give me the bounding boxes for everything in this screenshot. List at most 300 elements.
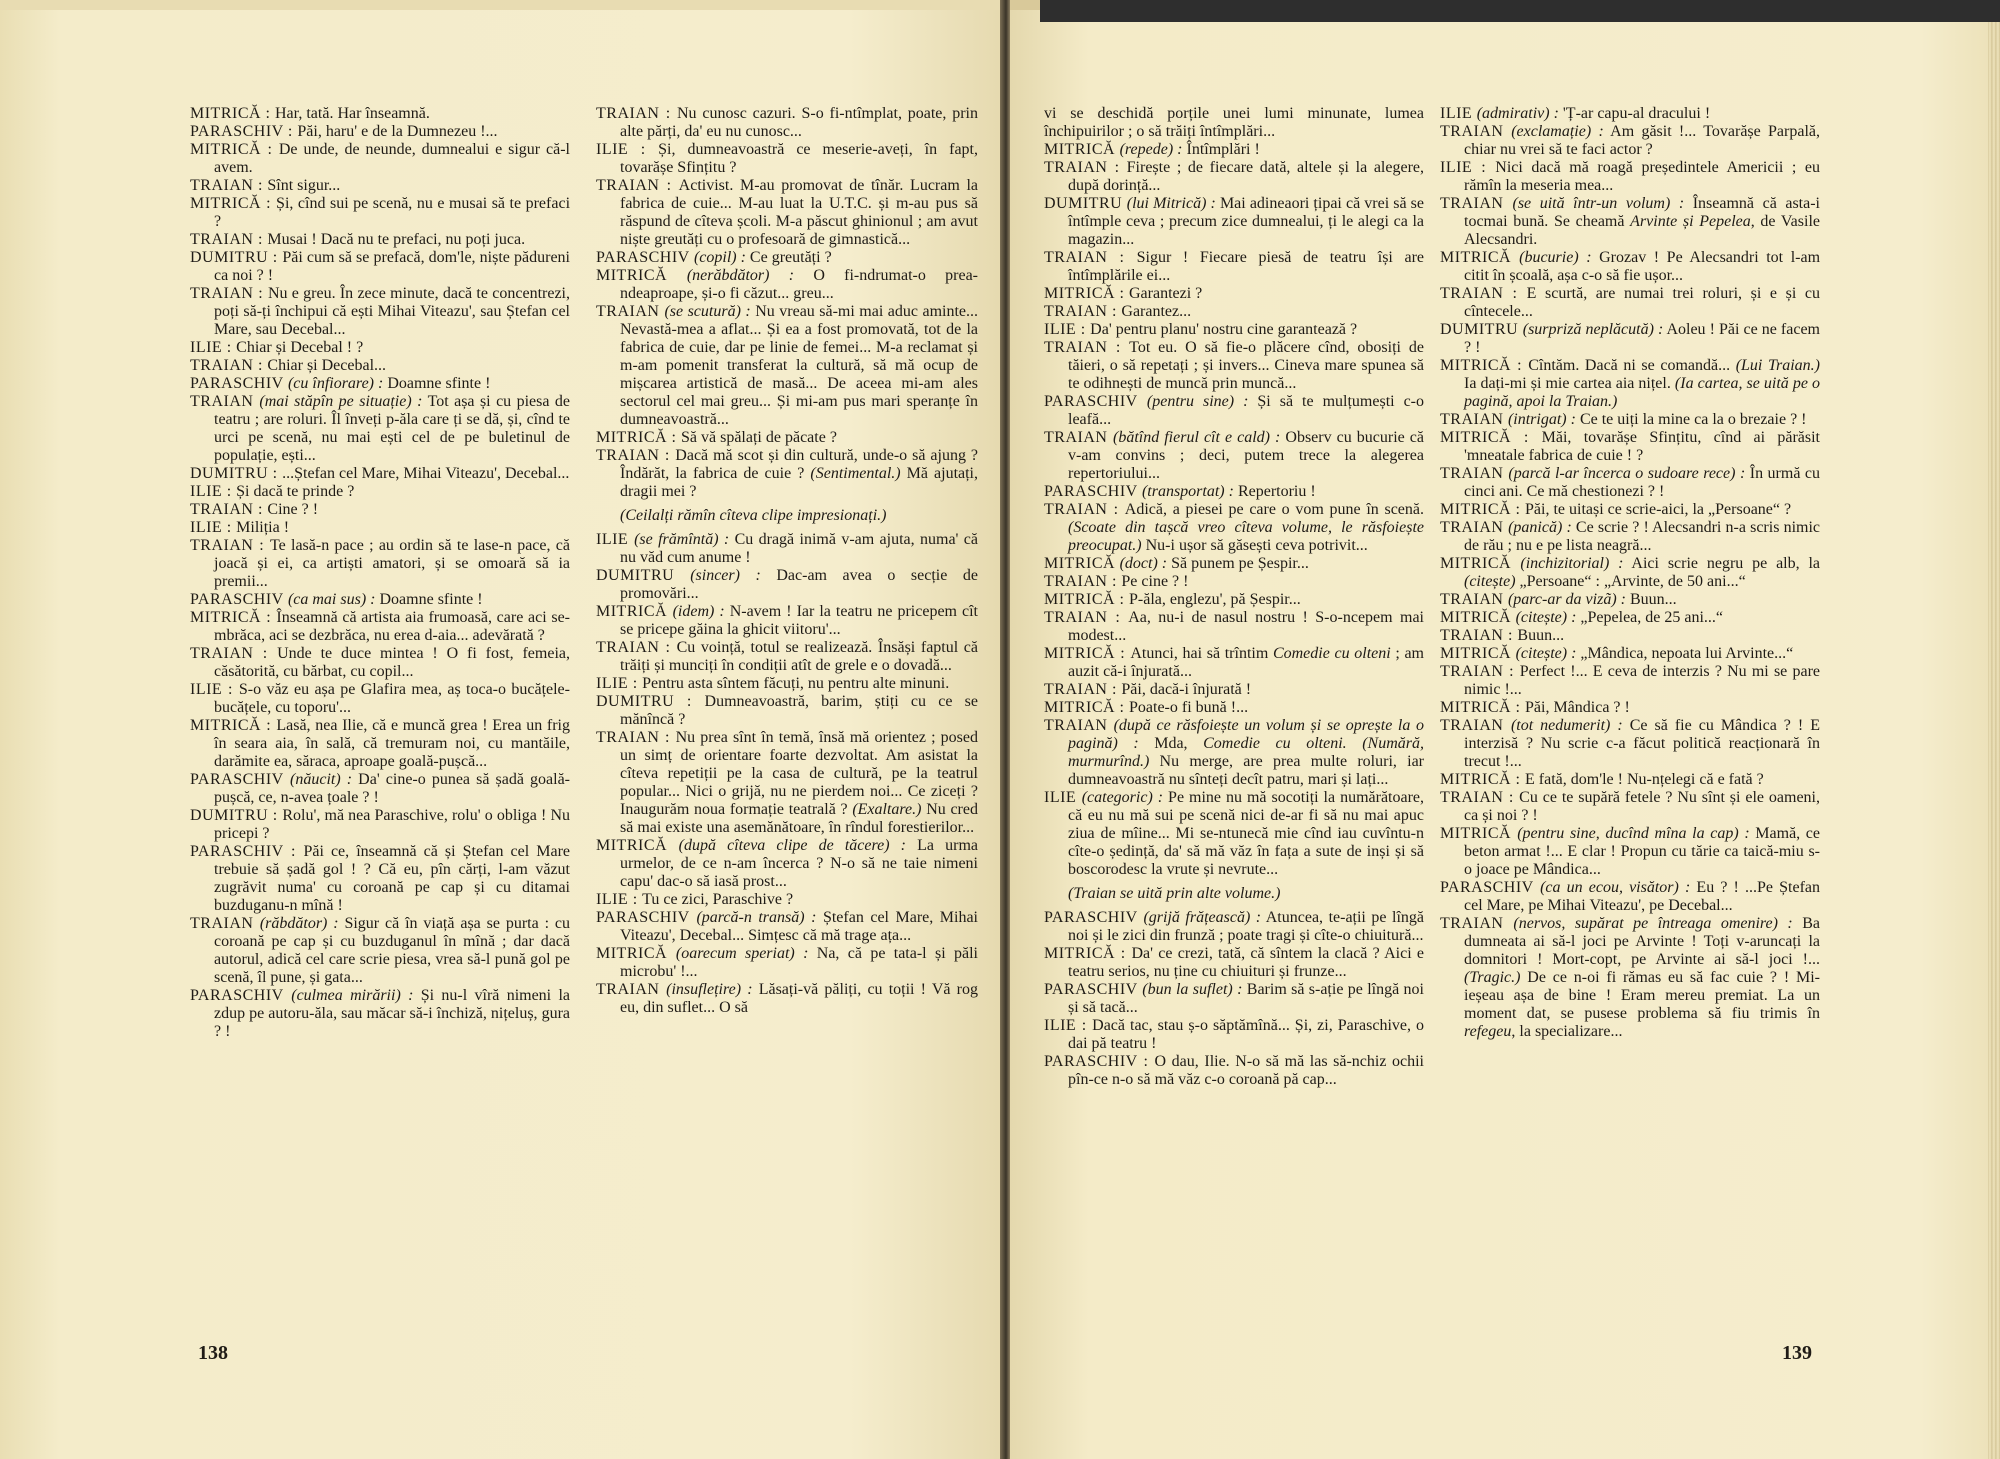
scan-border: [1040, 0, 2000, 22]
stage-direction: (după cîteva clipe de tăcere) :: [678, 837, 907, 854]
dialogue-text: Nu cred să mai existe una asemănătoare, în rîndul forestierilor...: [620, 801, 978, 836]
stage-direction: (intrigat) :: [1507, 411, 1576, 428]
dialogue-line: [1044, 1053, 1424, 1089]
dialogue-text: Cu voință, totul se realizează. Însăși faptul că trăiți și munciți în condiții atît de grele e o dovadă...: [620, 639, 978, 674]
dialogue-text: Lăsați-vă păliți, cu toții ! Vă rog eu, din suflet... O să: [620, 981, 979, 1016]
dialogue-line: [596, 507, 978, 525]
dialogue-text: Buun...: [1625, 591, 1677, 608]
speaker-name: TRAIAN :: [190, 645, 278, 662]
dialogue-text: Chiar și Decebal...: [267, 357, 387, 374]
speaker-name: PARASCHIV :: [190, 843, 304, 860]
dialogue-text: Sigur ! Fiecare piesă de teatru își are întîmplările ei...: [1068, 249, 1424, 284]
dialogue-text: Har, tată. Har înseamnă.: [275, 105, 430, 122]
speaker-name: TRAIAN :: [596, 447, 676, 464]
dialogue-line: [1044, 321, 1424, 339]
dialogue-text: Poate-o fi bună !...: [1129, 699, 1249, 716]
dialogue-text: Mamă, ce beton armat !... E clar ! Propun cu tărie ca taică-miu s-o joace pe Mândica...: [1464, 825, 1821, 878]
dialogue-line: [190, 771, 570, 807]
dialogue-line: [596, 303, 978, 429]
dialogue-line: [190, 519, 570, 537]
stage-direction: (Sentimental.): [810, 465, 901, 482]
dialogue-text: O dau, Ilie. N-o să mă las să-nchiz ochii pîn-ce n-o să mă văz c-o coroană pă cap...: [1068, 1053, 1425, 1088]
dialogue-text: Adică, a piesei pe care o vom pune în scenă.: [1124, 501, 1424, 518]
dialogue-text: Dacă tac, stau ș-o săptămînă... Și, zi, Paraschive, o dai pă teatru !: [1068, 1017, 1424, 1052]
stage-direction: Comedie cu olteni: [1272, 645, 1391, 662]
dialogue-text: Ia dați-mi și mie cartea aia nițel.: [1464, 375, 1675, 392]
speaker-name: PARASCHIV: [1044, 393, 1147, 410]
dialogue-line: [1044, 285, 1424, 303]
speaker-name: TRAIAN: [1440, 195, 1513, 212]
speaker-name: TRAIAN :: [1044, 159, 1127, 176]
dialogue-line: [1044, 429, 1424, 483]
speaker-name: MITRICĂ: [1440, 645, 1516, 662]
dialogue-text: Păi cum să se prefacă, dom'le, niște pădureni ca noi ? !: [214, 249, 571, 284]
dialogue-text: Dumneavoastră, barim, știți cu ce se mănîncă ?: [620, 693, 978, 728]
page-edge: [1988, 10, 2000, 1459]
dialogue-text: Atunci, hai să trîntim: [1130, 645, 1273, 662]
dialogue-text: Tot așa și cu piesa de teatru ; are roluri. Îl înveți p-ăla care ți se dă, și, cînd te urci pe scenă, nu mai ești cel de pe buletinul de populație, ești...: [214, 393, 571, 464]
stage-direction: (mai stăpîn pe situație) :: [259, 393, 423, 410]
speaker-name: PARASCHIV :: [190, 123, 298, 140]
dialogue-text: Mda,: [1138, 735, 1204, 752]
dialogue-line: [1440, 321, 1820, 357]
dialogue-line: [1044, 555, 1424, 573]
dialogue-text: De unde, de neunde, dumnealui e sigur că-l avem.: [214, 141, 571, 176]
stage-direction: (se frămîntă) :: [634, 531, 730, 548]
dialogue-line: [190, 987, 570, 1041]
dialogue-line: [1440, 771, 1820, 789]
dialogue-text: Musai ! Dacă nu te prefaci, nu poți juca.: [267, 231, 526, 248]
dialogue-text: Ce te uiți la mine ca la o brezaie ? !: [1575, 411, 1807, 428]
stage-direction: (inchizitorial) :: [1520, 555, 1624, 572]
stage-direction: (citește) :: [1515, 609, 1577, 626]
stage-direction: (transportat) :: [1141, 483, 1234, 500]
dialogue-line: [596, 429, 978, 447]
speaker-name: TRAIAN :: [596, 105, 677, 122]
stage-direction: (nervos, supărat pe întreaga omenire) :: [1513, 915, 1793, 932]
dialogue-line: [1044, 699, 1424, 717]
dialogue-text: Miliția !: [236, 519, 290, 536]
dialogue-line: [1440, 789, 1820, 825]
speaker-name: ILIE :: [1440, 159, 1496, 176]
dialogue-line: [190, 591, 570, 609]
dialogue-line: [596, 249, 978, 267]
dialogue-line: [190, 501, 570, 519]
dialogue-text: Mă ajutați, dragii mei ?: [620, 465, 978, 500]
speaker-name: DUMITRU: [1440, 321, 1523, 338]
speaker-name: TRAIAN :: [596, 639, 677, 656]
dialogue-text: La urma urmelor, de ce n-am încerca ? N-o să ne taie nimeni capu' dac-o să iasă prost...: [620, 837, 978, 890]
dialogue-text: Nici dacă mă roagă președintele Americii ; eu rămîn la meseria mea...: [1464, 159, 1820, 194]
right-column-1: [1044, 105, 1424, 1089]
dialogue-line: [1440, 825, 1820, 879]
dialogue-text: Nu-i ușor să găsești ceva potrivit...: [1141, 537, 1368, 554]
speaker-name: MITRICĂ :: [1440, 357, 1529, 374]
dialogue-line: [190, 807, 570, 843]
speaker-name: DUMITRU :: [190, 807, 283, 824]
stage-direction: (parc-ar da vizã) :: [1507, 591, 1626, 608]
dialogue-line: [1044, 1017, 1424, 1053]
dialogue-text: Păi, Mândica ? !: [1525, 699, 1630, 716]
page-number-right: 139: [1782, 1342, 1812, 1364]
stage-direction: (categoric) :: [1081, 789, 1164, 806]
speaker-name: TRAIAN: [1440, 717, 1511, 734]
stage-direction: (răbdător) :: [259, 915, 339, 932]
dialogue-line: [1044, 303, 1424, 321]
dialogue-text: Buun...: [1517, 627, 1565, 644]
speaker-name: TRAIAN: [190, 393, 260, 410]
speaker-name: TRAIAN :: [190, 177, 268, 194]
dialogue-line: [190, 141, 570, 177]
dialogue-line: [1044, 645, 1424, 681]
speaker-name: TRAIAN: [596, 303, 665, 320]
speaker-name: MITRICĂ :: [190, 141, 279, 158]
speaker-name: DUMITRU: [596, 567, 691, 584]
dialogue-line: [596, 177, 978, 249]
left-column-1: [190, 105, 570, 1041]
dialogue-text: Firește ; de fiecare dată, altele și la alegere, după dorință...: [1068, 159, 1424, 194]
dialogue-line: [1044, 105, 1424, 141]
speaker-name: TRAIAN: [190, 915, 260, 932]
dialogue-line: [596, 729, 978, 837]
dialogue-line: [1440, 123, 1820, 159]
speaker-name: PARASCHIV: [190, 375, 288, 392]
dialogue-text: Garantez...: [1121, 303, 1192, 320]
stage-direction: (se scutură) :: [664, 303, 751, 320]
dialogue-line: [190, 357, 570, 375]
dialogue-line: [190, 231, 570, 249]
dialogue-line: [1440, 609, 1820, 627]
speaker-name: TRAIAN: [1440, 591, 1508, 608]
dialogue-line: [596, 945, 978, 981]
stage-direction: (Ceilalți rămîn cîteva clipe impresionați.): [620, 507, 887, 524]
dialogue-line: [1044, 909, 1424, 945]
dialogue-text: Mai adineaori țipai că vrei să se întîmple ceva ; precum zice dumnealui, ți le alegi ca la magazin...: [1068, 195, 1425, 248]
dialogue-text: Păi, te uitași ce scrie-aici, la „Persoane“ ?: [1525, 501, 1792, 518]
dialogue-line: [190, 465, 570, 483]
dialogue-line: [1440, 159, 1820, 195]
dialogue-text: Păi, dacă-i înjurată !: [1121, 681, 1252, 698]
dialogue-line: [596, 909, 978, 945]
dialogue-line: [1440, 501, 1820, 519]
dialogue-text: E fată, dom'le ! Nu-nțelegi că e fată ?: [1525, 771, 1764, 788]
speaker-name: TRAIAN :: [596, 177, 679, 194]
dialogue-line: [1044, 393, 1424, 429]
dialogue-text: Ba dumneata ai să-l joci pe Arvinte ! Toți v-aruncați la domnitori ! Mort-copt, pe Arvinte ai să-l joci !...: [1464, 915, 1820, 968]
dialogue-text: Și, dumneavoastră ce meserie-aveți, în fapt, tovarășe Sfințitu ?: [620, 141, 978, 176]
stage-direction: (oarecum speriat) :: [675, 945, 809, 962]
dialogue-line: [1044, 339, 1424, 393]
stage-direction: (Traian se uită prin alte volume.): [1068, 885, 1281, 902]
dialogue-text: Cu dragă inimă v-am ajuta, numa' că nu văd cum anume !: [620, 531, 979, 566]
speaker-name: MITRICĂ :: [1044, 285, 1129, 302]
stage-direction: (Scoate din tașcă vreo cîteva volume, le răsfoiește preocupat.): [1068, 519, 1424, 554]
dialogue-line: [1044, 717, 1424, 789]
dialogue-line: [190, 249, 570, 285]
dialogue-line: [1044, 141, 1424, 159]
speaker-name: ILIE :: [596, 891, 643, 908]
dialogue-line: [596, 141, 978, 177]
dialogue-text: Să punem pe Șespir...: [1167, 555, 1309, 572]
speaker-name: MITRICĂ: [1440, 609, 1516, 626]
dialogue-line: [1440, 699, 1820, 717]
speaker-name: DUMITRU :: [190, 249, 283, 266]
dialogue-line: [1044, 159, 1424, 195]
speaker-name: TRAIAN :: [190, 501, 268, 518]
stage-direction: (insuflețire) :: [666, 981, 753, 998]
speaker-name: MITRICĂ :: [1044, 945, 1132, 962]
speaker-name: PARASCHIV: [596, 909, 697, 926]
dialogue-text: Repertoriu !: [1233, 483, 1316, 500]
speaker-name: TRAIAN :: [1044, 339, 1130, 356]
dialogue-text: Doamne sfinte !: [375, 591, 483, 608]
dialogue-line: [190, 177, 570, 195]
dialogue-text: Nu vreau să-mi mai aduc aminte... Nevastă-mea a aflat... Și ea a fost promovată, tot de la fabrica de cuie, dar pe linie de femei... M-a reclamat și m-am pomenit transferat la cultură, să mă ocup de mișcarea artistică de masă... De aceea mi-am ales sectorul cel mai greu... Și mi-am pus mari speranțe în dumneavoastră...: [620, 303, 979, 428]
stage-direction: (Exaltare.): [852, 801, 922, 818]
speaker-name: PARASCHIV: [190, 591, 288, 608]
speaker-name: MITRICĂ: [1440, 555, 1521, 572]
dialogue-line: [1044, 789, 1424, 879]
dialogue-text: Să vă spălați de păcate ?: [681, 429, 837, 446]
speaker-name: TRAIAN: [1044, 429, 1113, 446]
speaker-name: MITRICĂ :: [1044, 591, 1129, 608]
stage-direction: (repede) :: [1119, 141, 1183, 158]
stage-direction: (bătînd fierul cît e cald) :: [1112, 429, 1281, 446]
dialogue-text: Cine ? !: [267, 501, 319, 518]
speaker-name: PARASCHIV: [1044, 981, 1143, 998]
dialogue-text: Sînt sigur...: [267, 177, 341, 194]
stage-direction: (ca un ecou, visător) :: [1540, 879, 1691, 896]
dialogue-text: P-ăla, englezu', pă Șespir...: [1129, 591, 1301, 608]
dialogue-text: Atuncea, te-ații pe lîngă noi și le zici din frunză ; poate tragi și cîte-o chiuitură...: [1068, 909, 1424, 944]
speaker-name: PARASCHIV :: [1044, 1053, 1155, 1070]
dialogue-text: Înseamnă că asta-i tocmai bună. Se cheamă: [1464, 195, 1821, 230]
dialogue-text: Înseamnă că artista aia frumoasă, care aci se-mbrăca, aci se dezbrăca, nu erea d-aia... adevărată ?: [214, 609, 571, 644]
dialogue-text: Aoleu ! Păi ce ne facem ? !: [1464, 321, 1821, 356]
dialogue-text: vi se deschidă porțile unei lumi minunate, lumea închipuirilor ; o să trăiți întîmplări...: [1044, 105, 1424, 140]
dialogue-line: [1440, 519, 1820, 555]
dialogue-text: Garantezi ?: [1129, 285, 1203, 302]
dialogue-line: [596, 981, 978, 1017]
dialogue-text: Eu ? ! ...Pe Ștefan cel Mare, pe Mihai Viteazu', pe Decebal...: [1464, 879, 1820, 914]
dialogue-text: Nu cunosc cazuri. S-o fi-ntîmplat, poate, prin alte părți, da' eu nu cunosc...: [620, 105, 978, 140]
dialogue-line: [190, 915, 570, 987]
dialogue-line: [1440, 915, 1820, 1041]
speaker-name: PARASCHIV: [1044, 909, 1144, 926]
right-page: [1010, 0, 2000, 1459]
speaker-name: MITRICĂ :: [190, 717, 277, 734]
dialogue-line: [190, 123, 570, 141]
right-column-2: [1440, 105, 1820, 1041]
dialogue-line: [1044, 573, 1424, 591]
left-column-2: [596, 105, 978, 1017]
stage-direction: (exclamație) :: [1511, 123, 1604, 140]
speaker-name: TRAIAN :: [1044, 681, 1122, 698]
dialogue-line: [190, 285, 570, 339]
speaker-name: ILIE :: [596, 675, 643, 692]
speaker-name: TRAIAN :: [596, 729, 676, 746]
dialogue-text: , de Vasile Alecsandri.: [1464, 213, 1820, 248]
dialogue-line: [190, 393, 570, 465]
stage-direction: (ca mai sus) :: [287, 591, 376, 608]
page-number-left: 138: [198, 1342, 228, 1364]
dialogue-text: Grozav ! Pe Alecsandri tot l-am citit în școală, așa c-o să fie ușor...: [1464, 249, 1821, 284]
stage-direction: (doct) :: [1119, 555, 1168, 572]
dialogue-text: Tu ce zici, Paraschive ?: [642, 891, 794, 908]
dialogue-line: [596, 891, 978, 909]
dialogue-text: , la specializare...: [1511, 1023, 1623, 1040]
dialogue-text: N-avem ! Iar la teatru ne pricepem cît se pricepe găina la ghicit viitoru'...: [620, 603, 979, 638]
speaker-name: DUMITRU :: [596, 693, 705, 710]
dialogue-text: Barim să s-ație pe lîngă noi și să tacă...: [1068, 981, 1425, 1016]
dialogue-text: ...Ștefan cel Mare, Mihai Viteazu', Decebal...: [282, 465, 570, 482]
dialogue-line: [596, 105, 978, 141]
dialogue-line: [596, 447, 978, 501]
dialogue-text: Dac-am avea o secție de promovări...: [620, 567, 978, 602]
dialogue-text: Rolu', mă nea Paraschive, rolu' o obliga ! Nu pricepi ?: [214, 807, 570, 842]
dialogue-text: „Mândica, nepoata lui Arvinte...“: [1576, 645, 1794, 662]
dialogue-text: Nu prea sînt în temă, însă mă orientez ; posed un simț de orientare foarte dezvoltat. Am asistat la cîteva repetiții pe la casa de cultură, pe la teatrul popular... Nici o grijă, nu ne pierdem noi... Ce ziceți ? Inaugurăm noua formație teatrală ?: [620, 729, 979, 818]
dialogue-line: [1044, 609, 1424, 645]
speaker-name: MITRICĂ :: [190, 609, 277, 626]
speaker-name: TRAIAN :: [1440, 663, 1520, 680]
speaker-name: MITRICĂ: [596, 603, 673, 620]
dialogue-text: Nu merge, are prea multe roluri, iar dumneavoastră nu sînteți decît patru, mari și lați...: [1068, 753, 1424, 788]
speaker-name: MITRICĂ :: [190, 195, 277, 212]
speaker-name: TRAIAN: [1440, 465, 1509, 482]
speaker-name: PARASCHIV: [190, 987, 292, 1004]
dialogue-text: Unde te duce mintea ! O fi fost, femeia, căsătorită, cu bărbat, cu copil...: [214, 645, 571, 680]
dialogue-text: Tot eu. O să fie-o plăcere cînd, obosiți de tăieri, o să repetați ; și invers... Cineva mare spunea să te odihnești de muncă prin muncă...: [1068, 339, 1424, 392]
dialogue-line: [190, 105, 570, 123]
stage-direction: (grijă frățească) :: [1143, 909, 1262, 926]
stage-direction: (sincer) :: [690, 567, 761, 584]
dialogue-text: 'Ț-ar capu-al dracului !: [1558, 105, 1711, 122]
dialogue-line: [1044, 885, 1424, 903]
speaker-name: MITRICĂ: [596, 945, 676, 962]
dialogue-line: [1044, 945, 1424, 981]
dialogue-text: Pe mine nu mă socotiți la numărătoare, că eu nu mă sui pe scenă nici de-ar fi să nu mai apuc ziua de mîine... Mi se-ntunecă mie cînd iau cuvîntu-n cîte-o ședință, da' să mă văz în fața a sute de inși și să boscorodesc la vrute și nevrute...: [1068, 789, 1425, 878]
dialogue-line: [1440, 879, 1820, 915]
stage-direction: (parcă-n transă) :: [696, 909, 817, 926]
speaker-name: MITRICĂ: [1440, 249, 1520, 266]
dialogue-text: Perfect !... E ceva de interzis ? Nu mi se pare nimic !...: [1464, 663, 1820, 698]
speaker-name: MITRICĂ: [596, 837, 679, 854]
speaker-name: ILIE :: [1044, 321, 1091, 338]
dialogue-text: Aici scrie negru pe alb, la: [1623, 555, 1820, 572]
speaker-name: TRAIAN :: [190, 357, 268, 374]
dialogue-text: Și dacă te prinde ?: [236, 483, 355, 500]
dialogue-text: Da' ce crezi, tată, că sîntem la clacă ? Aici e teatru serios, nu ține cu chiuituri și frunze...: [1068, 945, 1425, 980]
dialogue-text: Cîntăm. Dacă ni se comandă...: [1528, 357, 1736, 374]
dialogue-line: [1440, 717, 1820, 771]
speaker-name: DUMITRU :: [190, 465, 283, 482]
dialogue-line: [596, 603, 978, 639]
speaker-name: TRAIAN :: [1044, 609, 1129, 626]
dialogue-text: Și, cînd sui pe scenă, nu e musai să te prefaci ?: [214, 195, 571, 230]
dialogue-line: [190, 195, 570, 231]
speaker-name: ILIE: [1440, 105, 1477, 122]
dialogue-text: De ce n-oi fi rămas eu să fac cuie ? ! Mi-ieșeau așa de bine ! Eram mereu premiat. La un moment dat, se pusese problema să fiu trimis în: [1464, 969, 1820, 1022]
dialogue-line: [596, 837, 978, 891]
dialogue-line: [1044, 501, 1424, 555]
speaker-name: MITRICĂ :: [190, 105, 275, 122]
speaker-name: ILIE :: [596, 141, 659, 158]
dialogue-line: [1044, 981, 1424, 1017]
stage-direction: (bun la suflet) :: [1142, 981, 1243, 998]
speaker-name: TRAIAN :: [1440, 285, 1527, 302]
speaker-name: MITRICĂ: [1044, 141, 1120, 158]
dialogue-text: Lasă, nea Ilie, că e muncă grea ! Erea un frig în seara aia, în sală, că tremuram noi, cu mantăile, darămite ea, săraca, aproape goală-pușcă...: [214, 717, 570, 770]
speaker-name: ILIE :: [1044, 1017, 1093, 1034]
stage-direction: (lui Mitrică) :: [1126, 195, 1216, 212]
speaker-name: MITRICĂ: [596, 267, 687, 284]
stage-direction: (idem) :: [672, 603, 725, 620]
dialogue-text: Dacă mă scot și din cultură, unde-o să ajung ? Îndărăt, la fabrica de cuie ?: [620, 447, 978, 482]
dialogue-text: Și nu-l vîră nimeni la zdup pe autoru-ăla, sau măcar să-i închiză, nițeluș, gura ? !: [214, 987, 570, 1040]
speaker-name: TRAIAN :: [190, 285, 268, 302]
dialogue-text: Na, că pe tata-l și păli microbu' !...: [620, 945, 978, 980]
stage-direction: (cu înfiorare) :: [287, 375, 384, 392]
speaker-name: TRAIAN :: [1044, 501, 1125, 518]
stage-direction: (bucurie) :: [1519, 249, 1592, 266]
dialogue-text: O fi-ndrumat-o prea-ndeaproape, și-o fi căzut... greu...: [620, 267, 978, 302]
dialogue-line: [1440, 249, 1820, 285]
dialogue-line: [1044, 591, 1424, 609]
dialogue-text: Pentru asta sîntem făcuți, nu pentru alte minuni.: [642, 675, 950, 692]
dialogue-line: [596, 267, 978, 303]
dialogue-text: Observ cu bucurie că v-am convins ; deci, putem trece la alegerea repertoriului...: [1068, 429, 1425, 482]
dialogue-line: [190, 843, 570, 915]
dialogue-text: Sigur că în viață așa se purta : cu coroană pe cap și cu buzduganul în mînă ; dar dacă autorul, adică cel care scrie piesa, vrea să-l pună gol pe scenă, îl pune, și gata...: [214, 915, 571, 986]
dialogue-text: „Pepelea, de 25 ani...“: [1576, 609, 1724, 626]
speaker-name: MITRICĂ :: [1440, 429, 1542, 446]
dialogue-text: Aa, nu-i de nasul nostru ! S-o-ncepem mai modest...: [1068, 609, 1424, 644]
dialogue-text: Întîmplări !: [1182, 141, 1260, 158]
dialogue-text: Nu e greu. În zece minute, dacă te concentrezi, poți să-ți închipui că ești Mihai Viteazu', sau Ștefan cel Mare, sau Decebal...: [214, 285, 570, 338]
dialogue-line: [1440, 429, 1820, 465]
stage-direction: (parcă l-ar încerca o sudoare rece) :: [1508, 465, 1746, 482]
dialogue-line: [190, 537, 570, 591]
stage-direction: (copil) :: [693, 249, 746, 266]
stage-direction: (nerăbdător) :: [686, 267, 795, 284]
dialogue-line: [1044, 195, 1424, 249]
dialogue-line: [1440, 285, 1820, 321]
dialogue-text: Ce greutăți ?: [745, 249, 832, 266]
speaker-name: PARASCHIV: [596, 249, 694, 266]
speaker-name: PARASCHIV: [190, 771, 291, 788]
dialogue-text: Te lasă-n pace ; au ordin să te lase-n pace, că joacă și ei, ca artiști amatori, și se omoară să ia premii...: [214, 537, 571, 590]
speaker-name: PARASCHIV: [1440, 879, 1541, 896]
dialogue-line: [596, 531, 978, 567]
dialogue-text: Și să te mulțumești c-o leafă...: [1068, 393, 1424, 428]
speaker-name: ILIE :: [190, 681, 239, 698]
dialogue-text: Activist. M-au promovat de tînăr. Lucram la fabrica de cuie... M-au luat la U.T.C. și m-au pus să răspund de cîteva școli. M-a păscut ghinionul ; am avut niște greutăți cu o profesoară de gimnastică...: [620, 177, 978, 248]
speaker-name: TRAIAN: [596, 981, 667, 998]
speaker-name: ILIE: [1044, 789, 1082, 806]
speaker-name: ILIE :: [190, 483, 237, 500]
dialogue-text: Cu ce te supără fetele ? Nu sînt și ele oameni, ca și noi ? !: [1464, 789, 1820, 824]
dialogue-line: [596, 639, 978, 675]
dialogue-line: [1440, 465, 1820, 501]
dialogue-line: [1440, 663, 1820, 699]
speaker-name: TRAIAN: [1440, 519, 1509, 536]
stage-direction: (năucit) :: [290, 771, 353, 788]
speaker-name: TRAIAN: [1044, 717, 1114, 734]
stage-direction: (tot nedumerit) :: [1510, 717, 1623, 734]
speaker-name: MITRICĂ :: [1440, 501, 1525, 518]
speaker-name: ILIE :: [190, 339, 237, 356]
